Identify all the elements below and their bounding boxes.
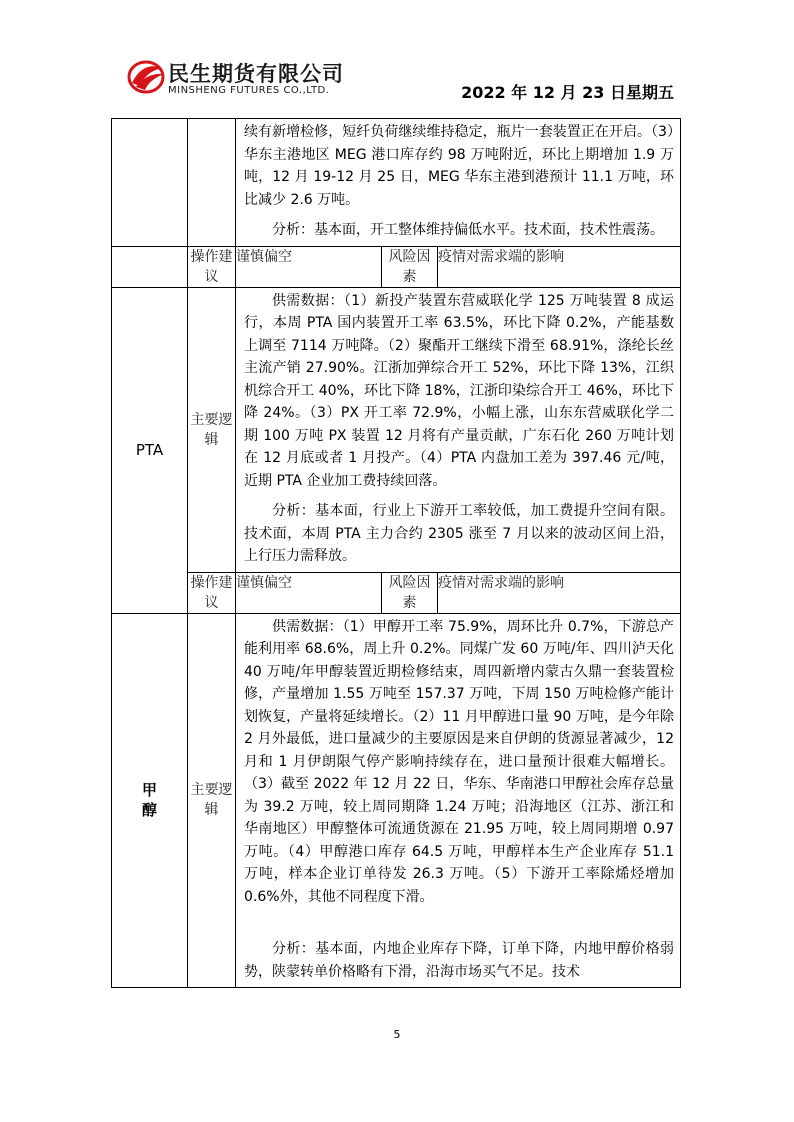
pta-supply-text: 供需数据：（1）新投产装置东营威联化学 125 万吨装置 8 成运行，本周 PTA 国内装置开工率 63.5%，环比下降 0.2%，产能基数上调至 7114 万吨降。（2）聚酯开工继续下滑至 68.91%，涤纶长丝主流产销 27.90%。江浙加弹综合开工 52%，环比下降 13%，江织机综合开工 40%，环比下降 18%，江浙印染综合开工 46%，环比下降 24%。（3）PX 开工率 72.9%，小幅上涨，山东东营威联化学二期 100 万吨 PX 装置 12 月将有产量贡献，广东石化 260 万吨计划在 12 月底或者 1 月投产。（4）PTA 内盘加工差为 397.46 元/吨，近期 PTA 企业加工费持续回落。 [244,292,674,489]
pta-op-label: 操作建议 [188,572,236,613]
methanol-logic-label: 主要逻辑 [188,613,236,988]
pta-logic-row [112,287,681,572]
methanol-logic-row [112,613,681,988]
methanol-supply-text: 供需数据：（1）甲醇开工率 75.9%，周环比升 0.7%，下游总产能利用率 68.6%，周上升 0.2%。同煤广发 60 万吨/年、四川泸天化 40 万吨/年甲醇装置近期检修结束，周四新增内蒙古久鼎一套装置检修，产量增加 1.55 万吨至 157.37 万吨，下周 150 万吨检修产能计划恢复，产量将延续增长。（2）11 月甲醇进口量 90 万吨，是今年除 2 月外最低，进口量减少的主要原因是来自伊朗的货源显著减少，12 月和 1 月伊朗限气停产影响持续存在，进口量预计很难大幅增长。（3）截至 2022 年 12 月 22 日，华东、华南港口甲醇社会库存总量为 39.2 万吨，较上周同期降 1.24 万吨；沿海地区（江苏、浙江和华南地区）甲醇整体可流通货源在 21.95 万吨，较上周同期增 0.97 万吨。（4）甲醇港口库存 64.5 万吨，甲醇样本生产企业库存 51.1 万吨，样本企业订单待发 26.3 万吨。（5）下游开工率除烯烃增加 0.6%外，其他不同程度下滑。 [244,618,674,905]
meg-analysis-text: 分析：基本面，开工整体维持偏低水平。技术面，技术性震荡。 [272,222,664,238]
company-name-cn: 民生期货有限公司 [168,62,344,86]
methanol-analysis-text: 分析：基本面，内地企业库存下降，订单下降，内地甲醇价格弱势，陕蒙转单价格略有下滑，沿海市场买气不足。技术 [244,941,674,980]
commodity-table [111,118,681,988]
pta-risk-label: 风险因素 [382,572,438,613]
page-number: 5 [393,1028,401,1041]
page-header [0,0,794,118]
pta-risk-value: 疫情对需求端的影响 [438,572,681,613]
meg-operation-row [112,246,681,287]
meg-risk-label: 风险因素 [382,246,438,287]
pta-category-cell [112,287,188,613]
meg-logic-label-cell [188,119,236,247]
pta-analysis-text: 分析：基本面，行业上下游开工率较低，加工费提升空间有限。技术面，本周 PTA 主力合约 2305 涨至 7 月以来的波动区间上沿，上行压力需释放。 [244,503,674,564]
pta-op-value: 谨慎偏空 [236,572,382,613]
company-logo [126,56,366,102]
meg-category-cell-2 [112,246,188,287]
pta-operation-row [112,572,681,613]
methanol-name: 甲醇 [141,781,157,820]
meg-logic-row [112,119,681,247]
meg-category-cell [112,119,188,247]
pta-name: PTA [135,441,164,459]
report-date: 2022 年 12 月 23 日星期五 [461,83,674,102]
meg-risk-value: 疫情对需求端的影响 [438,246,681,287]
pta-logic-label: 主要逻辑 [188,287,236,572]
company-name-en: MINSHENG FUTURES CO.,LTD. [168,85,330,96]
meg-logic-cell [236,119,681,247]
meg-op-value: 谨慎偏空 [236,246,382,287]
minsheng-logo-icon [126,56,166,96]
methanol-category-cell [112,613,188,988]
methanol-spacer [244,908,674,938]
meg-supply-text: 续有新增检修，短纤负荷继续维持稳定，瓶片一套装置正在开启。（3）华东主港地区 MEG 港口库存约 98 万吨附近，环比上期增加 1.9 万吨，12 月 19-12 月 25 日，MEG 华东主港到港预计 11.1 万吨，环比减少 2.6 万吨。 [244,124,674,208]
meg-op-label: 操作建议 [188,246,236,287]
pta-logic-cell [236,287,681,572]
methanol-logic-cell [236,613,681,988]
